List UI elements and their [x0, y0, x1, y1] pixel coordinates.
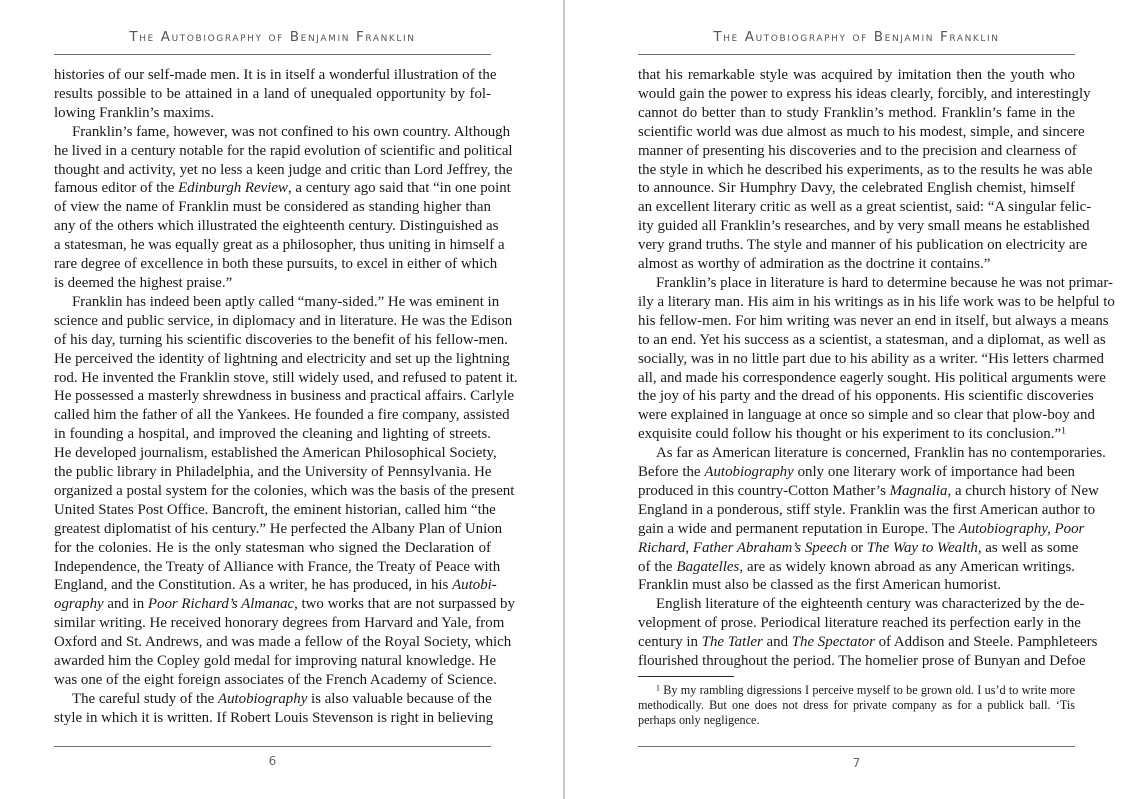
italic-title: Autobiography, Poor	[958, 520, 1085, 537]
italic-title: Richard, Father Abraham’s Speech	[638, 539, 847, 556]
text-line: histories of our self-made men. It is in itself a wonderful illustration of the	[54, 67, 497, 83]
text-line: Oxford and St. Andrews, and was made a fellow of the Royal Society, which	[54, 634, 512, 651]
italic-title: Bagatelles	[676, 558, 740, 575]
text-line: ily a literary man. His aim in his writings as in his life work was to be helpful to	[638, 293, 1115, 310]
footnote-rule	[638, 676, 734, 677]
text-line: He possessed a masterly shrewdness in business and practical affairs. Carlyle	[54, 388, 514, 405]
text-line: called him the father of all the Yankees. He founded a fire company, assisted	[54, 407, 510, 424]
text-line: an excellent literary critic as well as a great scientist, said: “A singular felic-	[638, 199, 1092, 216]
text-line: produced in this country-Cotton Mather’s Magnalia, a church history of New	[638, 482, 1099, 499]
text-line: of his day, turning his scientific discoveries to the benefit of his fellow-men.	[54, 331, 508, 348]
page-number: 6	[268, 754, 277, 768]
text-line: famous editor of the Edinburgh Review, a century ago said that “in one point	[54, 180, 511, 197]
footnote-reference[interactable]: 1	[1061, 425, 1066, 437]
footnote-marker: 1	[656, 683, 660, 693]
right-page	[638, 0, 1115, 799]
text-line: science and public service, in diplomacy and in literature. He was the Edison	[54, 312, 513, 329]
text-line: socially, was in no little part due to his ability as a writer. “His letters charmed	[638, 350, 1104, 367]
text-line: England, and the Constitution. As a writer, he has produced, in his Autobi-	[54, 577, 497, 594]
text-line: scientific world was due almost as much to his modest, simple, and sincere	[638, 123, 1085, 140]
text-line: flourished throughout the period. The homelier prose of Bunyan and Defoe	[638, 653, 1086, 670]
italic-title: Poor Richard’s Almanac	[147, 596, 295, 613]
footnote-text: By my rambling digressions I perceive myself to be grown old. I us’d to write more methodically. But one does not dress for private company as for a publick ball. ‘Tis perhaps only negligence.	[638, 683, 1076, 727]
text-line: the joy of his party and the dread of his opponents. His scientific discoveries	[638, 388, 1094, 405]
text-line: any of the others which illustrated the eighteenth century. Distinguished as	[54, 218, 499, 235]
text-line: rare degree of excellence in both these pursuits, to excel in either of which	[54, 256, 498, 273]
text-line: manner of presenting his discoveries and to the precision and clearness of	[638, 142, 1077, 159]
left-page	[54, 0, 518, 799]
text-line: gain a wide and permanent reputation in Europe. The Autobiography, Poor	[638, 520, 1085, 537]
text-line: Franklin’s fame, however, was not confined to his own country. Although	[72, 123, 511, 140]
text-line: a statesman, he was equally great as a philosopher, thus uniting in himself a	[54, 237, 505, 254]
text-line: very grand truths. The style and manner of his publication on electricity are	[638, 237, 1088, 254]
text-line: to an end. Yet his success as a scientist, a statesman, and a diplomat, as well as	[638, 331, 1106, 348]
header-rule	[638, 54, 1075, 55]
text-line: The careful study of the Autobiography is also valuable because of the	[72, 690, 492, 707]
text-line: Independence, the Treaty of Alliance with France, the Treaty of Peace with	[54, 558, 501, 575]
page-number: 7	[852, 756, 861, 770]
body-text	[638, 66, 1115, 671]
body-text	[54, 66, 518, 728]
text-line: the style in which he described his experiments, as to the results he was able	[638, 161, 1093, 178]
text-line: all, and made his correspondence eagerly sought. His political arguments were	[638, 369, 1106, 386]
text-line: would gain the power to express his ideas clearly, forcibly, and interestingly	[638, 85, 1091, 102]
text-line: Franklin has indeed been aptly called “many-sided.” He was eminent in	[72, 293, 500, 310]
text-line: for the colonies. He is the only statesman who signed the Declaration of	[54, 539, 491, 556]
text-line: ography and in Poor Richard’s Almanac, two works that are not surpassed by	[54, 596, 515, 613]
italic-title: Autobi-	[452, 577, 497, 594]
text-line: ity guided all Franklin’s researches, and by very small means he established	[638, 218, 1090, 235]
italic-title: The Spectator	[791, 634, 875, 651]
text-line: in founding a hospital, and improved the cleaning and lighting of streets.	[54, 426, 491, 443]
text-line: Franklin’s place in literature is hard to determine because he was not primar-	[656, 274, 1114, 291]
text-line: results possible to be attained in a land of unequaled opportunity by fol-	[54, 85, 491, 102]
text-line: Franklin must also be classed as the first American humorist.	[638, 577, 1002, 594]
running-head: The Autobiography of Benjamin Franklin	[713, 29, 1000, 45]
italic-title: The Way to Wealth	[866, 539, 978, 556]
text-line: thought and activity, yet no less a keen judge and critic than Lord Jeffrey, the	[54, 161, 513, 178]
text-line: he lived in a century notable for the rapid evolution of scientific and political	[54, 142, 513, 159]
italic-title: Autobiography	[704, 464, 794, 481]
text-line: He perceived the identity of lightning and electricity and set up the lightning	[54, 350, 510, 367]
text-line: his fellow-men. For him writing was never an end in itself, but always a means	[638, 312, 1109, 329]
page-gutter-divider	[563, 0, 565, 799]
text-line: was one of the eight foreign associates of the French Academy of Science.	[54, 672, 497, 688]
text-line: As far as American literature is concerned, Franklin has no contemporaries.	[656, 445, 1106, 462]
text-line: of the Bagatelles, are as widely known abroad as any American writings.	[638, 558, 1076, 575]
text-line: organized a postal system for the colonies, which was the basis of the present	[54, 482, 515, 499]
text-line: Before the Autobiography only one literary work of importance had been	[638, 464, 1076, 481]
text-line: is deemed the highest praise.”	[54, 274, 233, 291]
text-line: United States Post Office. Bancroft, the eminent historian, called him “the	[54, 501, 496, 518]
text-line: awarded him the Copley gold medal for improving natural knowledge. He	[54, 653, 497, 670]
header-rule	[54, 54, 491, 55]
running-head: The Autobiography of Benjamin Franklin	[129, 29, 416, 45]
italic-title: Magnalia	[889, 482, 948, 499]
italic-title: Edinburgh Review	[178, 180, 288, 197]
text-line: that his remarkable style was acquired by imitation then the youth who	[638, 67, 1075, 83]
italic-title: The Tatler	[701, 634, 763, 651]
text-line: exquisite could follow his thought or his experiment to its conclusion.”$^1$	[638, 425, 1066, 443]
text-line: England in a ponderous, stiff style. Franklin was the first American author to	[638, 501, 1096, 518]
text-line: greatest diplomatist of his century.” He perfected the Albany Plan of Union	[54, 520, 503, 537]
text-line: cannot do better than to study Franklin’s method. Franklin’s fame in the	[638, 104, 1075, 121]
text-line: lowing Franklin’s maxims.	[54, 104, 215, 121]
text-line: almost as worthy of admiration as the doctrine it contains.”	[638, 256, 991, 273]
italic-title: ography	[54, 596, 104, 613]
footnote	[638, 683, 1075, 728]
text-line: Richard, Father Abraham’s Speech or The Way to Wealth, as well as some	[638, 539, 1079, 556]
text-line: were explained in language at once so simple and so clear that plow-boy and	[638, 407, 1095, 424]
footer-rule	[54, 746, 491, 747]
text-line: century in The Tatler and The Spectator of Addison and Steele. Pamphleteers	[638, 634, 1098, 651]
italic-title: Autobiography	[217, 690, 308, 707]
text-line: style in which it is written. If Robert Louis Stevenson is right in believing	[54, 709, 494, 726]
text-line: rod. He invented the Franklin stove, still widely used, and refused to patent it.	[54, 369, 518, 386]
text-line: the public library in Philadelphia, and the University of Pennsylvania. He	[54, 464, 492, 481]
text-line: to announce. Sir Humphry Davy, the celebrated English chemist, himself	[638, 180, 1075, 197]
text-line: He developed journalism, established the American Philosophical Society,	[54, 445, 497, 462]
footer-rule	[638, 746, 1075, 747]
text-line: velopment of prose. Periodical literature reached its perfection early in the	[638, 615, 1081, 632]
text-line: similar writing. He received honorary degrees from Harvard and Yale, from	[54, 615, 505, 632]
text-line: of view the name of Franklin must be considered as standing higher than	[54, 199, 491, 216]
text-line: English literature of the eighteenth century was characterized by the de-	[656, 596, 1085, 613]
